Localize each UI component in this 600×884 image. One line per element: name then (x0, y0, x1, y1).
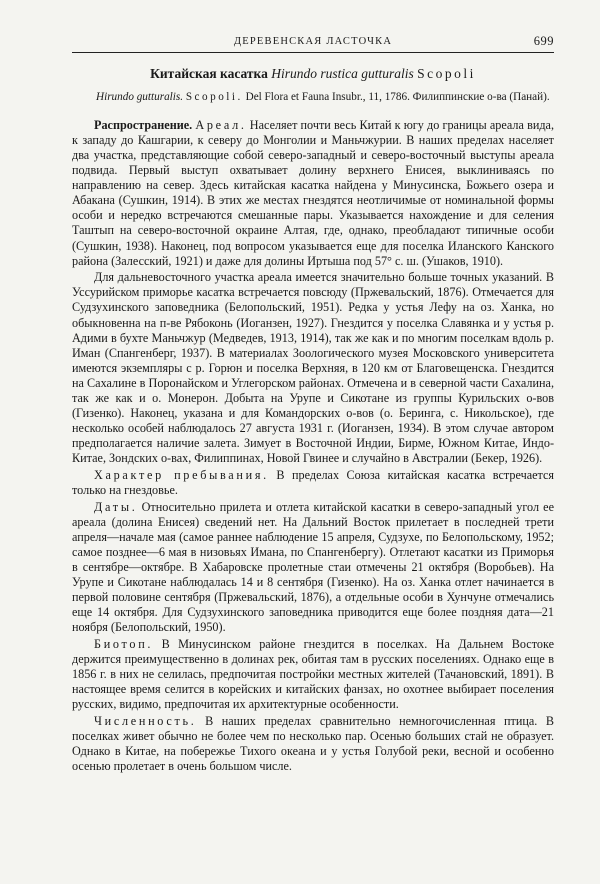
paragraph-far-east-range (72, 270, 554, 466)
paragraph-text: В наших пределах сравнительно немногочисленная птица. В поселках живет обычно не более чем по несколько пар. Осенью больших стай не образует. Однако в Китае, на побережье Тихого океана и у устья Голубой реки, весной и особенно осенью пролетает в очень большом числе. (72, 713, 554, 774)
running-header (72, 34, 554, 53)
species-scientific-name: Hirundo rustica gutturalis (271, 66, 414, 81)
paragraph-dates (72, 500, 554, 636)
species-russian-name: Китайская касатка (150, 66, 268, 81)
subheading-residence: Характер пребывания. (94, 467, 269, 482)
species-author: Scopoli (417, 66, 476, 81)
synonym-name: Hirundo gutturalis. (96, 91, 184, 103)
paragraph-text: Населяет почти весь Китай к югу до границы ареала вида, к западу до Кашгарии, к северу до Монголии и Маньчжурии. В наших пределах населяет два участка, представляющие собой северо-западный и северо-восточный выступы ареала подвида. Первый выступ охватывает долину верхнего Енисея, выклиниваясь по направлению на север. Здесь китайская касатка найдена у Минусинска, Божьего озера и Абакана (Сушкин, 1914). В этих же местах гнездятся неотличимые от номинальной формы особи и нередко встречаются смешанные пары. Указывается нахождение и для селения Таштып на северо-восточной окраине Алтая, где, однако, преобладают типичные особи (Сушкин, 1938). Наконец, под вопросом указывается еще для поселка Иланского Канского района (Залесский, 1921) и даже для долины Иртыша под 57° с. ш. (Ушаков, 1910). (72, 117, 554, 268)
paragraph-distribution (72, 118, 554, 269)
synonym-author: Scopoli. (185, 91, 243, 103)
article-body (72, 118, 554, 775)
paragraph-abundance (72, 714, 554, 774)
paragraph-text: Относительно прилета и отлета китайской касатки в северо-западный угол ее ареала (долина Енисея) сведений нет. На Дальний Восток прилетает в последней трети апреля—начале мая (самое раннее наблюдение 15 апреля, Судзухе, по Белопольскому, 1952; самое позднее—6 мая в низовьях Имана, по Спангенбергу). Отлетают касатки из Приморья в сентябре—октябре. В Хабаровске пролетные стаи отмечены 21 октября (Воробьев). На Урупе и Сикотане наблюдалась 14 и 8 сентября (Гизенко). На оз. Ханка отлет начинается в первой половине сентября (Пржевальский, 1876), а отдельные особи в Хунчуне отмечались еще 14 октября. Для Судзухинского заповедника приводится еще более поздняя дата—21 ноября (Белопольский, 1950). (72, 499, 554, 635)
species-title (72, 65, 554, 83)
subheading-abundance: Численность. (94, 713, 197, 728)
paragraph-text: В Минусинском районе гнездится в поселках. На Дальнем Востоке держится преимущественно в долинах рек, обитая там в русских поселениях. Однако еще в 1856 г. в них не селилась, предпочитая постройки местных жителей (Тачановский, 1891). В настоящее время селится в корейских и китайских фанзах, но охотнее выбирает поселения русских, видимо, предпочитая их архитектурные особенности. (72, 636, 554, 712)
section-heading-distribution: Распространение. (94, 117, 193, 132)
paragraph-text: Для дальневосточного участка ареала имеется значительно больше точных указаний. В Уссурийском приморье касатка встречается повсюду (Пржевальский, 1876). Отмечается для Судзухинского заповедника (Белопольский, 1951). Редка у устья Лефу на оз. Ханка, но обыкновенна на п-ве Рябоконь (Иоганзен, 1927). Гнездится у поселка Славянка и у устья р. Адими в бухте Маньчжур (Медведев, 1913, 1914), так же как и по многим поселкам вдоль р. Иман (Спангенберг, 1937). В материалах Зоологического музея Московского университета имеются экземпляры с р. Горюн и поселка Верхняя, в 120 км от Благовещенска. Гнездится на Сахалине в Поронайском и Углегорском районах. Отмечена и в северной части Сахалина, так же как и о. Монерон. Добыта на Урупе и Сикотане из группы Курильских о-вов (Гизенко). Наконец, указана и для Командорских о-вов (о. Беринга, с. Никольское), где несколько особей наблюдалось 27 августа 1931 г. (Иоганзен, 1934). В этом случае автором предполагается наличие залета. Зимует в Восточной Индии, Бирме, Южном Китае, Индо-Китае, Зондских о-вах, Филиппинах, Новой Гвинее и случайно в Австралии (Бекер, 1926). (72, 270, 554, 466)
running-title: ДЕРЕВЕНСКАЯ ЛАСТОЧКА (233, 36, 393, 47)
subheading-range: Ареал. (195, 117, 247, 132)
synonymy-citation (72, 91, 554, 105)
subheading-dates: Даты. (94, 499, 138, 514)
page-number: 699 (533, 34, 554, 48)
paragraph-text: В пределах Союза китайская касатка встречается только на гнездовье. (72, 467, 555, 498)
subheading-biotope: Биотоп. (94, 636, 154, 651)
synonym-reference: Del Flora et Fauna Insubr., 11, 1786. Филиппинские о-ва (Панай). (245, 91, 550, 103)
paragraph-residence (72, 468, 554, 498)
paragraph-biotope (72, 637, 554, 712)
